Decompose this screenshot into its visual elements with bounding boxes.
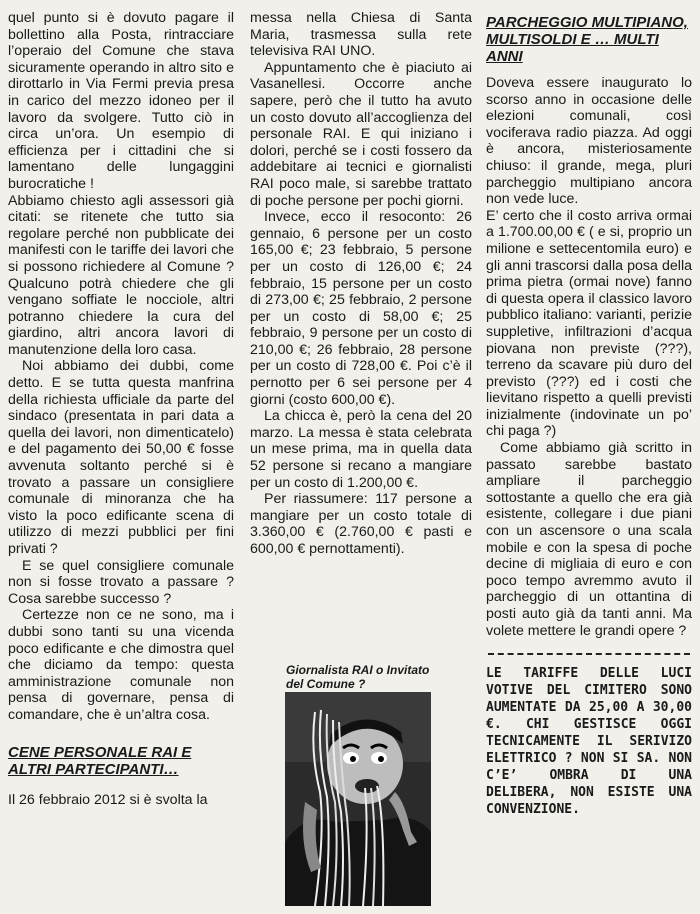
column-left — [8, 10, 234, 808]
photo-man-eating-spaghetti — [285, 692, 431, 906]
spaghetti-photo-image — [285, 692, 431, 906]
notice-box-luci-votive: LE TARIFFE DELLE LUCI VOTIVE DEL CIMITERO SONO AUMENTATE DA 25,00 A 30,00 €. CHI GESTISCE OGGI TECNICAMENTE IL SERIVIZO ELETTRICO ? NON SI SA. NON C’E’ OMBRA DI UNA DELIBERA, NON ESISTE UNA CONVENZIONE. — [486, 666, 692, 818]
article-paragraph: Doveva essere inaugurato lo scorso anno in occasione delle elezioni comunali, così vociferava radio piazza. Ad oggi è ancora, misteriosamente chiuso: il grande, mega, pluri parcheggio multipiano ancora non vede luce. — [486, 75, 692, 208]
photo-caption: Giornalista RAI o Invitato del Comune ? — [286, 663, 430, 691]
article-paragraph: Il 26 febbraio 2012 si è svolta la — [8, 791, 208, 808]
article-paragraph: La chicca è, però la cena del 20 marzo. La messa è stata celebrata un mese prima, ma in quella data 52 persone si recano a mangiare per un costo di 1.200,00 €. — [250, 408, 472, 491]
section-heading-parcheggio: PARCHEGGIO MULTIPIANO, MULTISOLDI E … MULTI ANNI — [486, 14, 688, 65]
article-paragraph: messa nella Chiesa di Santa Maria, trasmessa sulla rete televisiva RAI UNO. — [250, 10, 472, 60]
article-paragraph: E’ certo che il costo arriva ormai a 1.700.00,00 € ( e si, proprio un milione e settecentomila euro) e gli anni trascorsi dalla posa della prima pietra (ormai nove) fanno di questa opera il classico lavoro pubblico italiano: varianti, perizie suppletive, infiltrazioni d’acqua piovana non previste (???), terreno da scavare più duro del previsto (???) ed i costi che lievitano rispetto a quelli previsti inizialmente (indovinate un po’ chi paga ?) — [486, 207, 692, 440]
column-middle — [250, 10, 472, 558]
article-paragraph: Invece, ecco il resoconto: 26 gennaio, 6 persone per un costo 165,00 €; 23 febbraio, 5 persone per un costo di 126,00 €; 24 febbraio, 15 persone per un costo di 273,00 €; 25 febbraio, 2 persone per un costo di 58,00 €; 25 febbraio, 9 persone per un costo di 210,00 €; 26 febbraio, 28 persone per un costo di 728,00 €. Poi c’è il pernotto per 6 sei persone per 4 giorni (costo 600,00 €). — [250, 209, 472, 408]
article-paragraph: Come abbiamo già scritto in passato sarebbe bastato ampliare il parcheggio sottostante a quello che era già esistente, collegare i due piani con un ascensore o una scala mobile e con la spesa di poche decine di migliaia di euro e con poco tempo avremmo avuto il parcheggio di un ottantina di posti auto già da tanti anni. Ma volete mettere le grandi opere ? — [486, 440, 692, 639]
section-heading-cene-rai: CENE PERSONALE RAI E ALTRI PARTECIPANTI… — [8, 743, 192, 778]
dashed-divider — [488, 653, 690, 655]
article-paragraph: Certezze non ce ne sono, ma i dubbi sono tanti su una vicenda poco edificante e che dimostra quel che diciamo da tempo: questa amministrazione comunale non pensa di governare, pensa di comandare, che è un’altra cosa. — [8, 607, 234, 723]
article-paragraph: Abbiamo chiesto agli assessori già citati: se ritenete che tutto sia regolare perché non pubblicate dei manifesti con le tariffe dei lavori che si possono richiedere al Comune ? Qualcuno potrà chiedere che gli vengano soffiate le nocciole, altri potranno chiedere la cura del giardino, altri ancora lavori di manutenzione della loro casa. — [8, 192, 234, 358]
article-paragraph: Appuntamento che è piaciuto ai Vasanellesi. Occorre anche sapere, però che il tutto ha avuto un costo dovuto all’accoglienza del personale RAI. E qui iniziano i dolori, perché se i costi fossero da addebitare ai tecnici e giornalisti RAI poco male, si sarebbe trattato di poche persone per pochi giorni. — [250, 59, 472, 209]
article-paragraph: quel punto si è dovuto pagare il bollettino alla Posta, rintracciare l’operaio del Comune che stava sicuramente operando in altro sito e dirottarlo in Via Fermi previa presa in carico del mezzo idoneo per il lavoro da svolgere. Tutto ciò in circa un’ora. Un esempio di efficienza per i cittadini che si lamentano delle lungaggini burocratiche ! — [8, 10, 234, 192]
column-right — [486, 10, 692, 818]
article-paragraph: Noi abbiamo dei dubbi, come detto. E se tutta questa manfrina della richiesta ufficiale da parte del sindaco (presentata in pari data a quella dei lavori, non dimenticatelo) e del pagamento dei 50,00 € fosse avvenuta soltanto perché si è trovato a passare un consigliere comunale di minoranza che ha visto la poco edificante scena di utilizzo di mezzi pubblici per fini privati ? — [8, 358, 234, 557]
article-paragraph: E se quel consigliere comunale non si fosse trovato a passare ? Cosa sarebbe successo ? — [8, 557, 234, 607]
article-paragraph: Per riassumere: 117 persone a mangiare per un costo totale di 3.360,00 € (2.760,00 € pasti e 600,00 € pernottamenti). — [250, 491, 472, 557]
